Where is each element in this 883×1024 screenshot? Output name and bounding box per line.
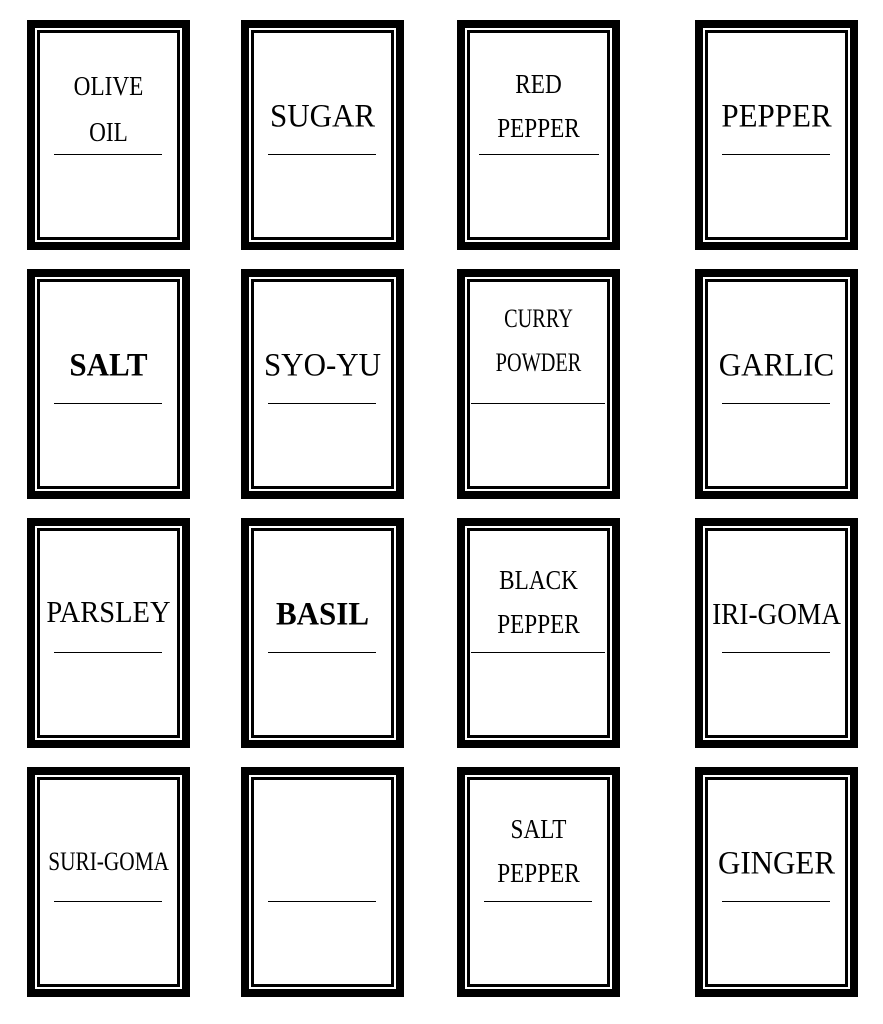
label-write-line bbox=[268, 154, 376, 155]
label-write-line bbox=[268, 652, 376, 653]
label-write-line bbox=[484, 901, 592, 902]
label-inner-border bbox=[705, 528, 848, 738]
spice-label-syo-yu bbox=[241, 269, 404, 499]
label-write-line bbox=[479, 154, 599, 155]
label-write-line bbox=[722, 154, 830, 155]
label-text-line-1: CURRY bbox=[504, 304, 573, 333]
label-write-line bbox=[722, 403, 830, 404]
label-text-line-2: PEPPER bbox=[497, 609, 580, 639]
spice-label-ginger bbox=[695, 767, 858, 997]
spice-label-curry-powder bbox=[457, 269, 620, 499]
label-text-line-2: PEPPER bbox=[497, 858, 580, 888]
spice-label-salt bbox=[27, 269, 190, 499]
spice-label-sugar bbox=[241, 20, 404, 250]
label-text-line-1: PEPPER bbox=[721, 97, 832, 134]
label-text-line-1: SYO-YU bbox=[263, 346, 382, 383]
label-write-line bbox=[722, 652, 830, 653]
label-text-line-2: POWDER bbox=[495, 348, 582, 377]
label-text-line-1: SUGAR bbox=[269, 97, 376, 134]
label-write-line bbox=[471, 403, 605, 404]
label-write-line bbox=[471, 652, 605, 653]
label-text-line-1: SALT bbox=[69, 346, 148, 383]
label-inner-border bbox=[251, 30, 394, 240]
spice-label-black-pepper bbox=[457, 518, 620, 748]
label-write-line bbox=[54, 403, 162, 404]
label-write-line bbox=[54, 652, 162, 653]
label-text-line-1: SURI-GOMA bbox=[48, 847, 170, 876]
label-write-line bbox=[54, 154, 162, 155]
spice-label-blank bbox=[241, 767, 404, 997]
label-text-line-1: SALT bbox=[510, 814, 567, 844]
spice-label-olive-oil bbox=[27, 20, 190, 250]
spice-label-red-pepper bbox=[457, 20, 620, 250]
spice-label-suri-goma bbox=[27, 767, 190, 997]
label-text-line-1: GINGER bbox=[717, 844, 836, 881]
label-text-line-2: PEPPER bbox=[497, 113, 580, 143]
spice-label-salt-pepper bbox=[457, 767, 620, 997]
label-write-line bbox=[722, 901, 830, 902]
label-inner-border bbox=[251, 777, 394, 987]
spice-label-garlic bbox=[695, 269, 858, 499]
spice-label-pepper bbox=[695, 20, 858, 250]
label-write-line bbox=[268, 403, 376, 404]
label-inner-border bbox=[705, 279, 848, 489]
label-write-line bbox=[268, 901, 376, 902]
spice-label-iri-goma bbox=[695, 518, 858, 748]
label-inner-border bbox=[37, 279, 180, 489]
label-text-line-1: GARLIC bbox=[718, 346, 835, 383]
label-text-line-1: BLACK bbox=[499, 565, 578, 595]
label-inner-border bbox=[251, 279, 394, 489]
label-text-line-1: IRI-GOMA bbox=[712, 596, 841, 631]
label-text-line-1: RED bbox=[515, 69, 562, 99]
spice-label-parsley bbox=[27, 518, 190, 748]
label-inner-border bbox=[37, 528, 180, 738]
label-inner-border bbox=[705, 777, 848, 987]
label-write-line bbox=[54, 901, 162, 902]
label-inner-border bbox=[251, 528, 394, 738]
label-text-line-1: BASIL bbox=[275, 595, 370, 632]
label-inner-border bbox=[705, 30, 848, 240]
label-text-line-1: OLIVE bbox=[73, 71, 144, 101]
label-inner-border bbox=[37, 777, 180, 987]
label-text-line-2: OIL bbox=[89, 117, 128, 147]
spice-label-basil bbox=[241, 518, 404, 748]
label-text-line-1: PARSLEY bbox=[46, 594, 171, 629]
